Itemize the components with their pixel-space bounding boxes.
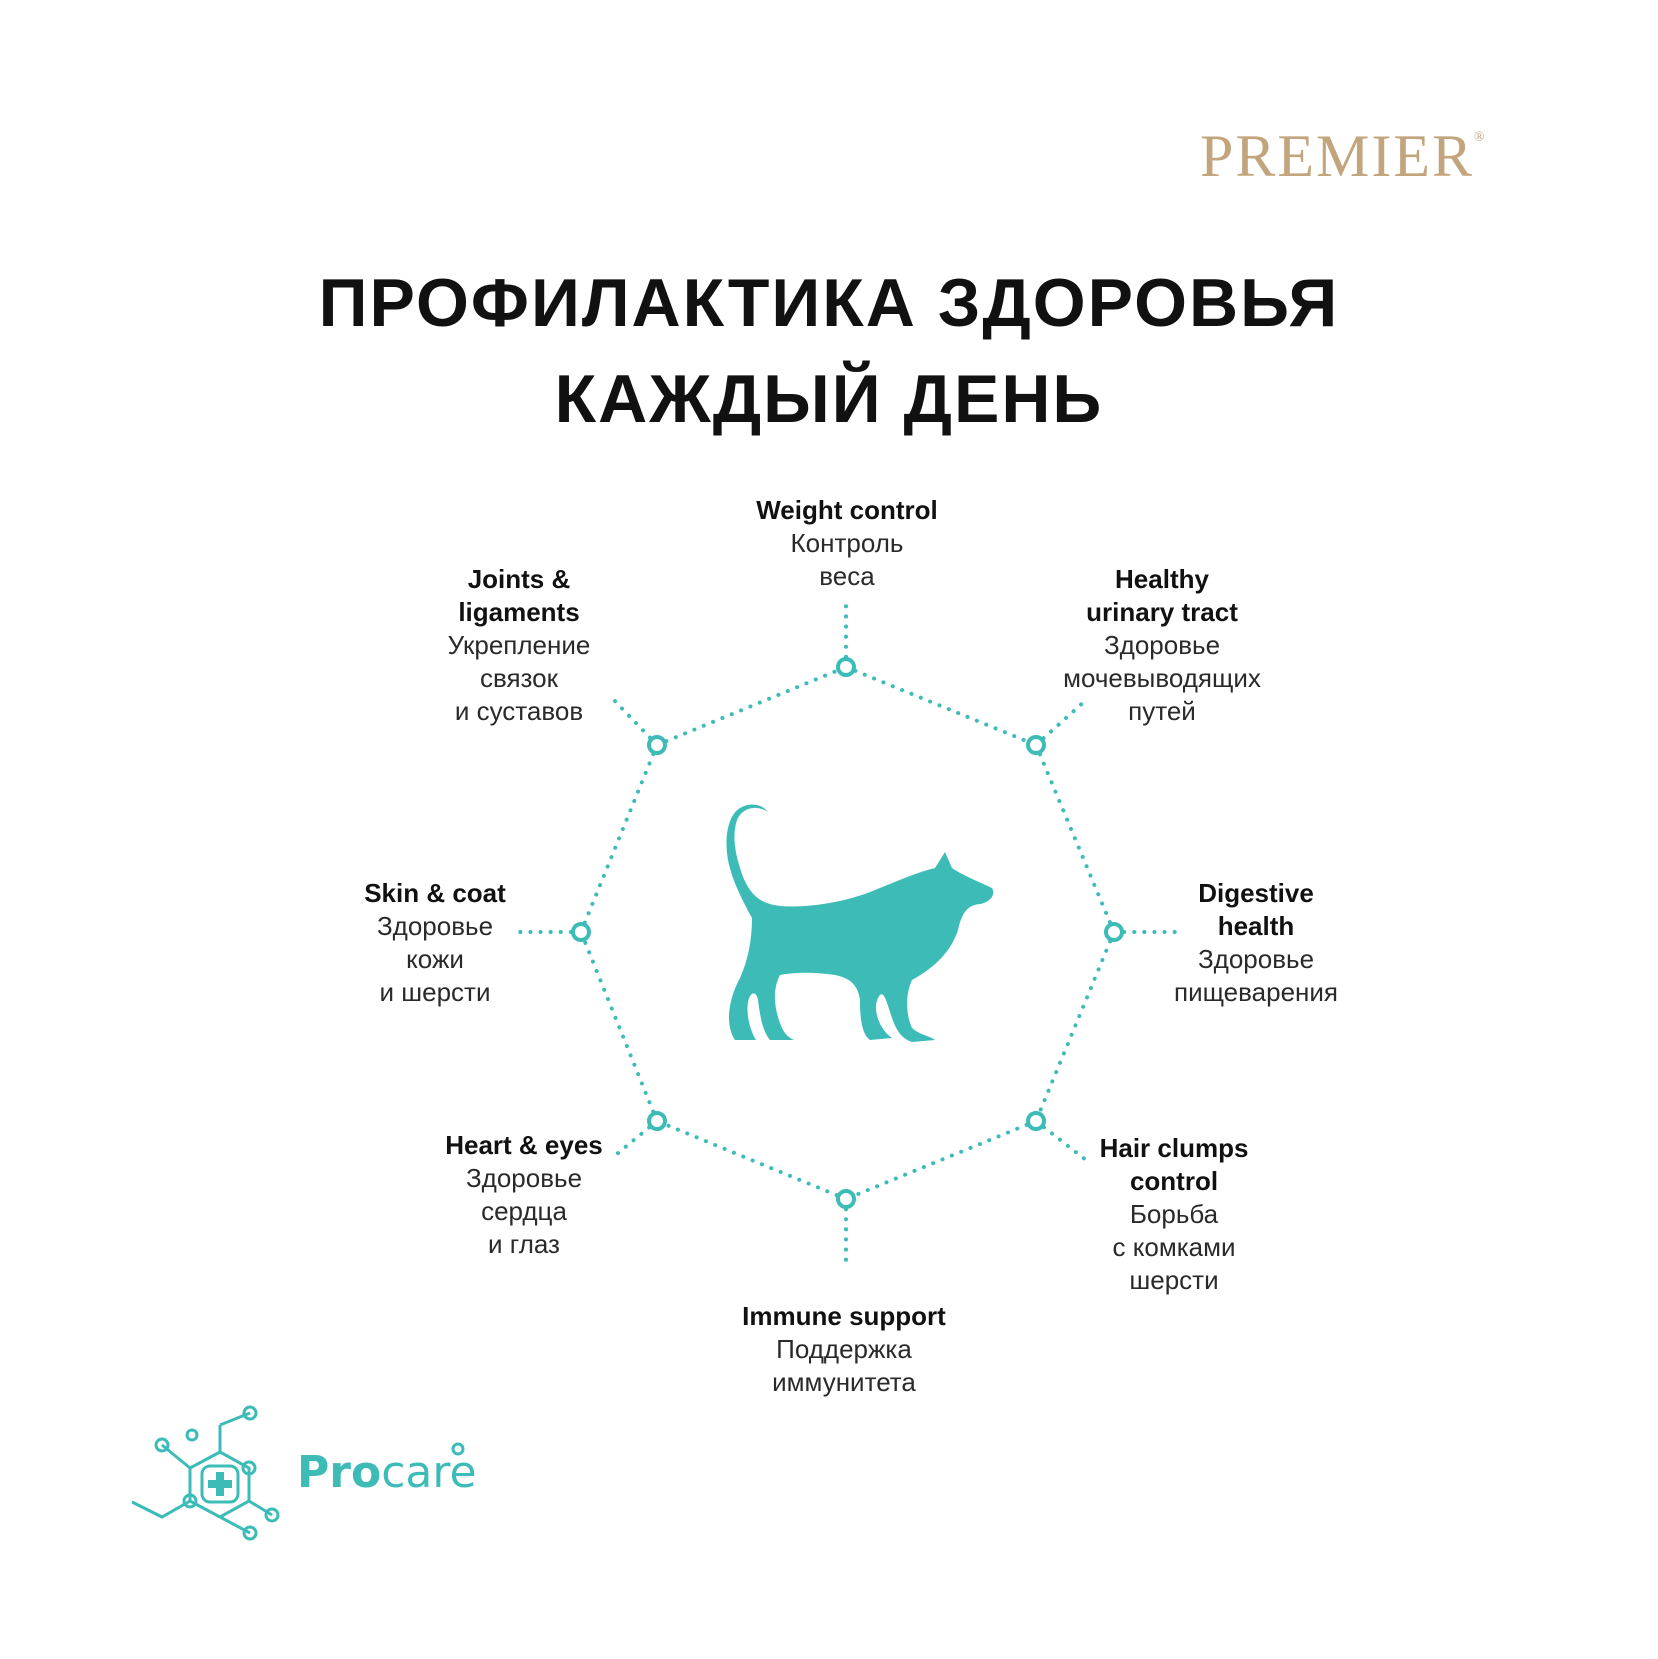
benefit-hair-clumps [1014,1132,1334,1297]
ring-segment [657,667,846,745]
benefit-description: Контроль веса [790,528,904,591]
ring-node [838,1191,854,1207]
benefit-weight-control [687,494,1007,593]
benefit-joints-ligaments [359,563,679,728]
ring-node [1028,1113,1044,1129]
registered-mark: ® [1474,130,1487,145]
benefit-title: Digestive health [1198,878,1314,941]
benefit-description: Борьба с комками шерсти [1112,1199,1236,1295]
ring-node [649,737,665,753]
ring-node [838,659,854,675]
benefit-title: Immune support [742,1301,946,1331]
benefit-digestive-health [1096,877,1416,1009]
benefit-title: Joints & ligaments [458,564,580,627]
benefit-description: Здоровье пищеварения [1173,944,1339,1007]
page-title-line-2: КАЖДЫЙ ДЕНЬ [554,361,1104,437]
procare-pro: Pro [297,1447,382,1498]
benefit-description: Здоровье мочевыводящих путей [1063,630,1261,726]
premier-logo-text: PREMIER [1200,123,1475,189]
benefit-description: Укрепление связок и суставов [447,630,591,726]
benefit-title: Heart & eyes [445,1130,603,1160]
benefit-description: Здоровье сердца и глаз [465,1163,583,1259]
benefit-heart-eyes [364,1129,684,1261]
benefit-urinary-tract [1002,563,1322,728]
benefit-title: Hair clumps control [1099,1133,1249,1196]
ring-segment [657,1121,846,1199]
benefit-title: Healthy urinary tract [1086,564,1238,627]
benefit-skin-coat [275,877,595,1009]
cat-silhouette-icon [727,805,994,1042]
procare-wordmark [297,1447,477,1498]
benefit-description: Здоровье кожи и шерсти [376,911,494,1007]
benefit-title: Weight control [756,495,938,525]
ring-node [649,1113,665,1129]
ring-segment [846,1121,1036,1199]
benefit-immune-support [684,1300,1004,1399]
benefit-description: Поддержка иммунитета [772,1334,916,1397]
page-title-line-1: ПРОФИЛАКТИКА ЗДОРОВЬЯ [318,265,1340,341]
ring-node [1028,737,1044,753]
procare-care: care [381,1447,477,1498]
benefit-title: Skin & coat [364,878,506,908]
